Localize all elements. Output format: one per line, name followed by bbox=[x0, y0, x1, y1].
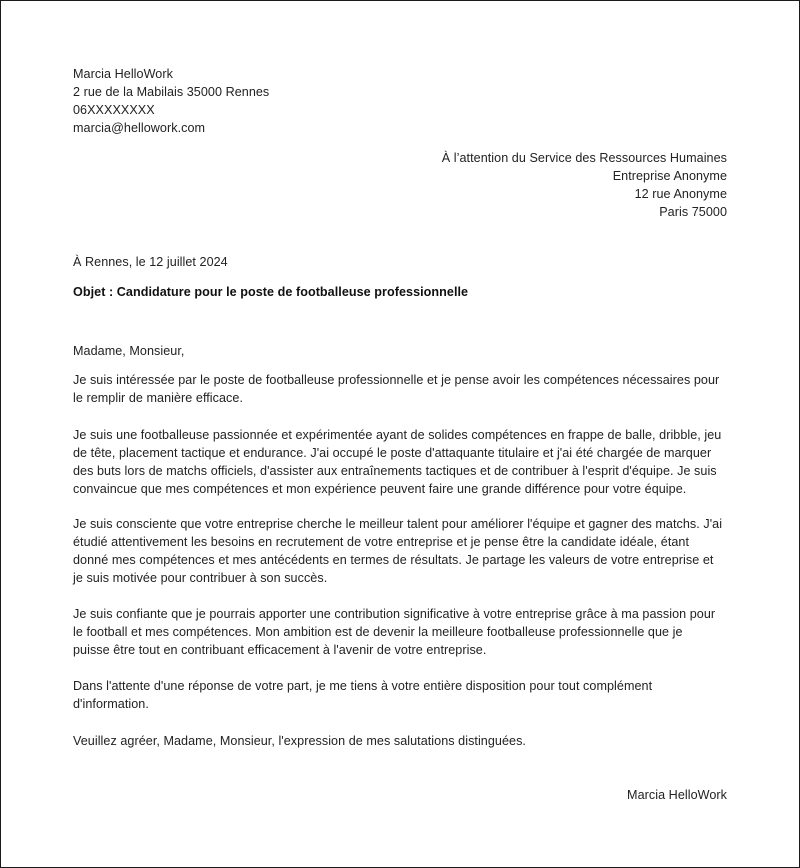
paragraph-line: je suis motivée pour contribuer à son succès. bbox=[73, 571, 328, 585]
sender-block bbox=[73, 65, 269, 137]
closing-formula: Veuillez agréer, Madame, Monsieur, l'expression de mes salutations distinguées. bbox=[73, 734, 526, 748]
paragraph-line: Je suis une footballeuse passionnée et expérimentée ayant de solides compétences en frappe de balle, dribble, jeu bbox=[73, 428, 722, 442]
paragraph-line: puisse être tout en contribuant efficacement à l'avenir de votre entreprise. bbox=[73, 643, 487, 657]
paragraph-line: Je suis confiante que je pourrais apporter une contribution significative à votre entreprise grâce à ma passion pour bbox=[73, 607, 716, 621]
date-line: À Rennes, le 12 juillet 2024 bbox=[73, 255, 228, 269]
signature: Marcia HelloWork bbox=[627, 788, 727, 802]
paragraph-5 bbox=[73, 677, 733, 713]
subject-line: Objet : Candidature pour le poste de footballeuse professionnelle bbox=[73, 285, 469, 299]
sender-name: Marcia HelloWork bbox=[73, 67, 173, 81]
sender-phone: 06XXXXXXXX bbox=[73, 103, 155, 117]
paragraph-line: étudié attentivement les besoins en recrutement de votre entreprise et je pense être la candidate idéale, étant bbox=[73, 535, 690, 549]
paragraph-4 bbox=[73, 605, 733, 659]
recipient-street: 12 rue Anonyme bbox=[634, 187, 727, 201]
paragraph-line: Dans l'attente d'une réponse de votre part, je me tiens à votre entière disposition pour tout complément bbox=[73, 679, 653, 693]
paragraph-line: donné mes compétences et mes antécédents en termes de résultats. Je partage les valeurs de votre entreprise et bbox=[73, 553, 714, 567]
paragraph-3 bbox=[73, 515, 733, 587]
paragraph-line: le football et mes compétences. Mon ambition est de devenir la meilleure footballeuse professionnelle que je bbox=[73, 625, 683, 639]
paragraph-line: des buts lors de matchs officiels, d'assister aux entraînements tactiques et de contribuer à l'esprit d'équipe. Je suis bbox=[73, 464, 717, 478]
paragraph-line: Je suis intéressée par le poste de footballeuse professionnelle et je pense avoir les compétences nécessaires pour bbox=[73, 373, 720, 387]
paragraph-line: de tête, placement tactique et endurance. J'ai occupé le poste d'attaquante titulaire et j'ai été chargée de marquer bbox=[73, 446, 712, 460]
recipient-block bbox=[442, 149, 727, 221]
greeting: Madame, Monsieur, bbox=[73, 344, 185, 358]
paragraph-line: le remplir de manière efficace. bbox=[73, 391, 244, 405]
recipient-attention: À l’attention du Service des Ressources Humaines bbox=[441, 151, 727, 165]
sender-address: 2 rue de la Mabilais 35000 Rennes bbox=[73, 85, 270, 99]
paragraph-line: Je suis consciente que votre entreprise cherche le meilleur talent pour améliorer l'équipe et gagner des matchs. J'ai bbox=[73, 517, 723, 531]
paragraph-line: d'information. bbox=[73, 697, 149, 711]
recipient-city: Paris 75000 bbox=[659, 205, 727, 219]
recipient-company: Entreprise Anonyme bbox=[612, 169, 727, 183]
paragraph-line: convaincue que mes compétences et mon expérience peuvent faire une grande différence pour votre équipe. bbox=[73, 482, 687, 496]
paragraph-1 bbox=[73, 371, 733, 407]
paragraph-2 bbox=[73, 426, 733, 498]
sender-email: marcia@hellowork.com bbox=[73, 121, 206, 135]
